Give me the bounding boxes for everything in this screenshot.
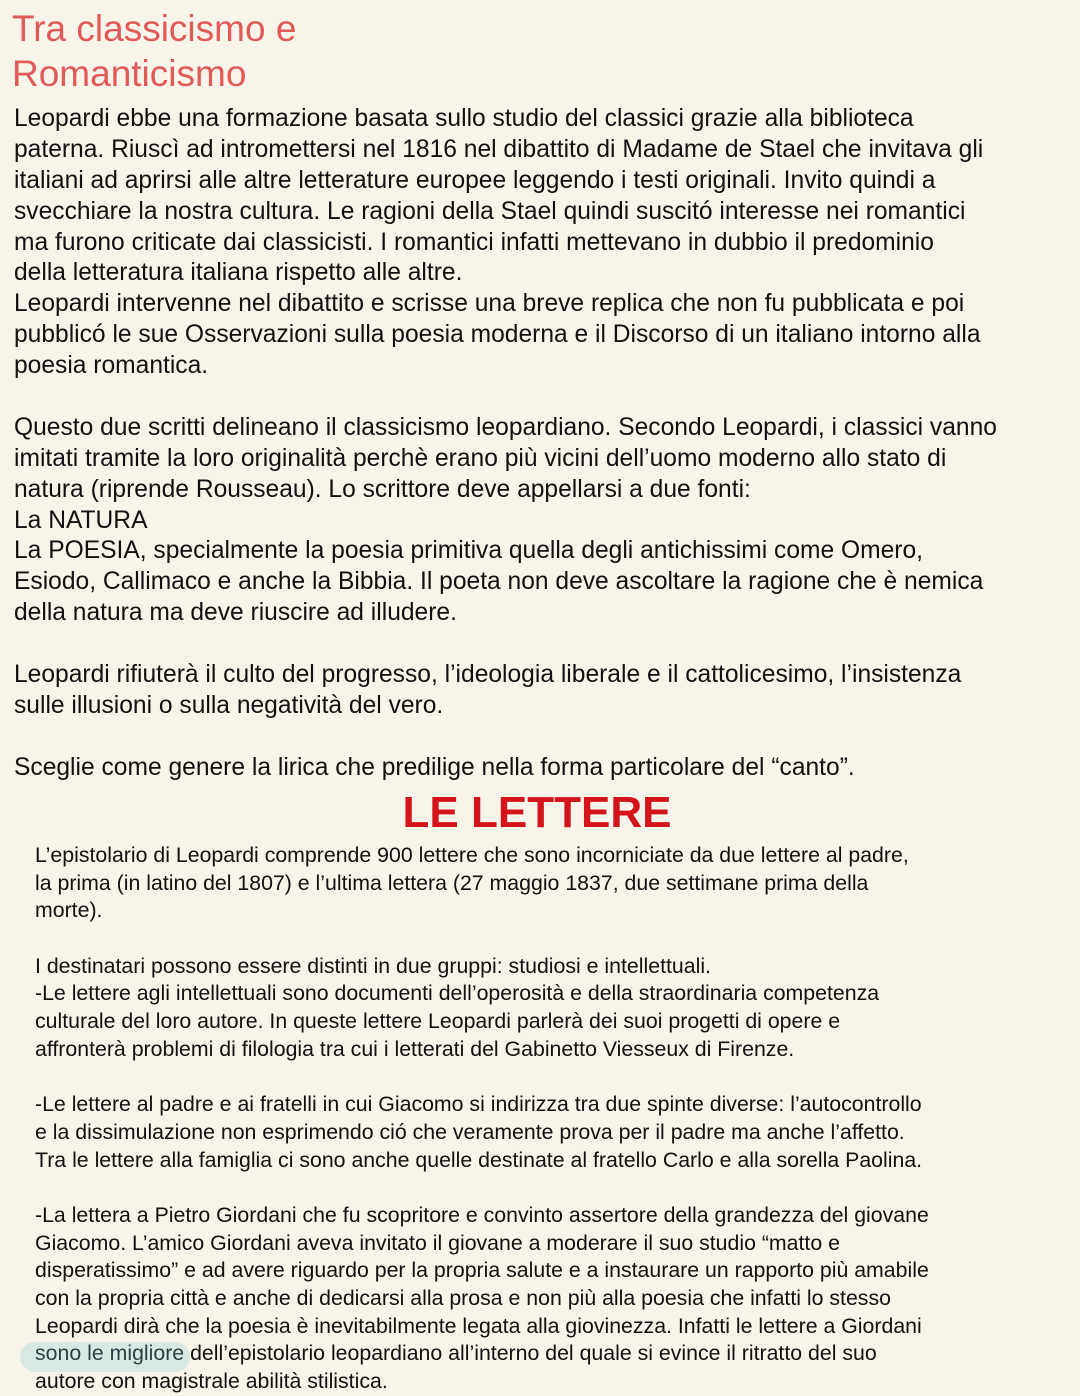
text-line [35,1064,929,1092]
text-line: Sceglie come genere la lirica che predilige nella forma particolare del “canto”. [14,753,855,781]
text-line: -Le lettere al padre e ai fratelli in cui Giacomo si indirizza tra due spinte diverse: l’autocontrollo [35,1092,922,1117]
text-line [14,629,997,660]
text-line: italiani ad aprirsi alle altre letterature europee leggendo i testi originali. Invito quindi a [14,166,936,194]
text-line: paterna. Riuscì ad intromettersi nel 1816 nel dibattito di Madame de Stael che invitava gli [14,135,984,163]
text-line: I destinatari possono essere distinti in due gruppi: studiosi e intellettuali. [35,953,711,978]
text-line: della natura ma deve riuscire ad illudere. [14,599,457,627]
text-line: pubblicó le sue Osservazioni sulla poesia moderna e il Discorso di un italiano intorno alla [14,321,981,349]
text-line: ma furono criticate dai classicisti. I romantici infatti mettevano in dubbio il predominio [14,228,934,256]
text-line: sono le migliore dell’epistolario leopardiano all’interno del quale si evince il ritratto del suo [35,1341,877,1366]
title-line: Tra classicismo e [12,8,297,49]
section-heading-lettere: LE LETTERE [402,788,672,837]
page-title [12,6,296,96]
text-line: L’epistolario di Leopardi comprende 900 lettere che sono incorniciate da due lettere al padre, [35,843,909,867]
text-line: Esiodo, Callimaco e anche la Bibbia. Il poeta non deve ascoltare la ragione che è nemica [14,568,984,596]
text-line: -Le lettere agli intellettuali sono documenti dell’operosità e della straordinaria competenza [35,981,880,1006]
text-line: Questo due scritti delineano il classicismo leopardiano. Secondo Leopardi, i classici vanno [14,413,997,441]
text-line: La NATURA [14,506,148,534]
text-line: -La lettera a Pietro Giordani che fu scopritore e convinto assertore della grandezza del giovane [35,1202,929,1227]
text-line [35,925,929,953]
text-line: imitati tramite la loro originalità perchè erano più vicini dell’uomo moderno allo stato di [14,444,947,472]
text-line: la prima (in latino del 1807) e l’ultima lettera (27 maggio 1837, due settimane prima della [35,870,869,895]
text-line [14,722,997,753]
text-line [35,1174,929,1202]
title-line: Romanticismo [12,53,247,94]
text-line: con la propria città e anche di dedicarsi alla prosa e non più alla poesia che infatti lo stesso [35,1286,891,1310]
text-line: autore con magistrale abilità stilistica. [35,1369,388,1394]
text-line: Leopardi dirà che la poesia è inevitabilmente legata alla giovinezza. Infatti le lettere a Giordani [35,1313,922,1338]
section-letters-text [35,842,929,1396]
text-line: sulle illusioni o sulla negatività del vero. [14,691,444,719]
text-line: Giacomo. L’amico Giordani aveva invitato il giovane a moderare il suo studio “matto e [35,1230,840,1255]
text-line: della letteratura italiana rispetto alle altre. [14,259,463,287]
text-line: Leopardi intervenne nel dibattito e scrisse una breve replica che non fu pubblicata e poi [14,290,965,318]
text-line: culturale del loro autore. In queste lettere Leopardi parlerà dei suoi progetti di opere e [35,1009,841,1034]
text-line: natura (riprende Rousseau). Lo scrittore deve appellarsi a due fonti: [14,475,751,503]
text-line: Tra le lettere alla famiglia ci sono anche quelle destinate al fratello Carlo e alla sorella Paolina. [35,1147,923,1172]
text-line [14,382,997,413]
text-line: morte). [35,898,103,923]
watermark-logo [20,1342,190,1372]
text-line: La POESIA, specialmente la poesia primitiva quella degli antichissimi come Omero, [14,537,924,565]
text-line: svecchiare la nostra cultura. Le ragioni della Stael quindi suscitó interesse nei romantici [14,197,966,225]
text-line: affronterà problemi di filologia tra cui i letterati del Gabinetto Viesseux di Firenze. [35,1036,795,1061]
text-line: Leopardi ebbe una formazione basata sullo studio del classici grazie alla biblioteca [14,105,914,132]
section-classicism-text [14,104,997,784]
text-line: poesia romantica. [14,352,209,380]
text-line: Leopardi rifiuterà il culto del progresso, l’ideologia liberale e il cattolicesimo, l’insistenza [14,661,962,689]
text-line: e la dissimulazione non esprimendo ció che veramente prova per il padre ma anche l’affetto. [35,1119,905,1144]
text-line: disperatissimo” e ad avere riguardo per la propria salute e a instaurare un rapporto più amabile [35,1258,929,1283]
